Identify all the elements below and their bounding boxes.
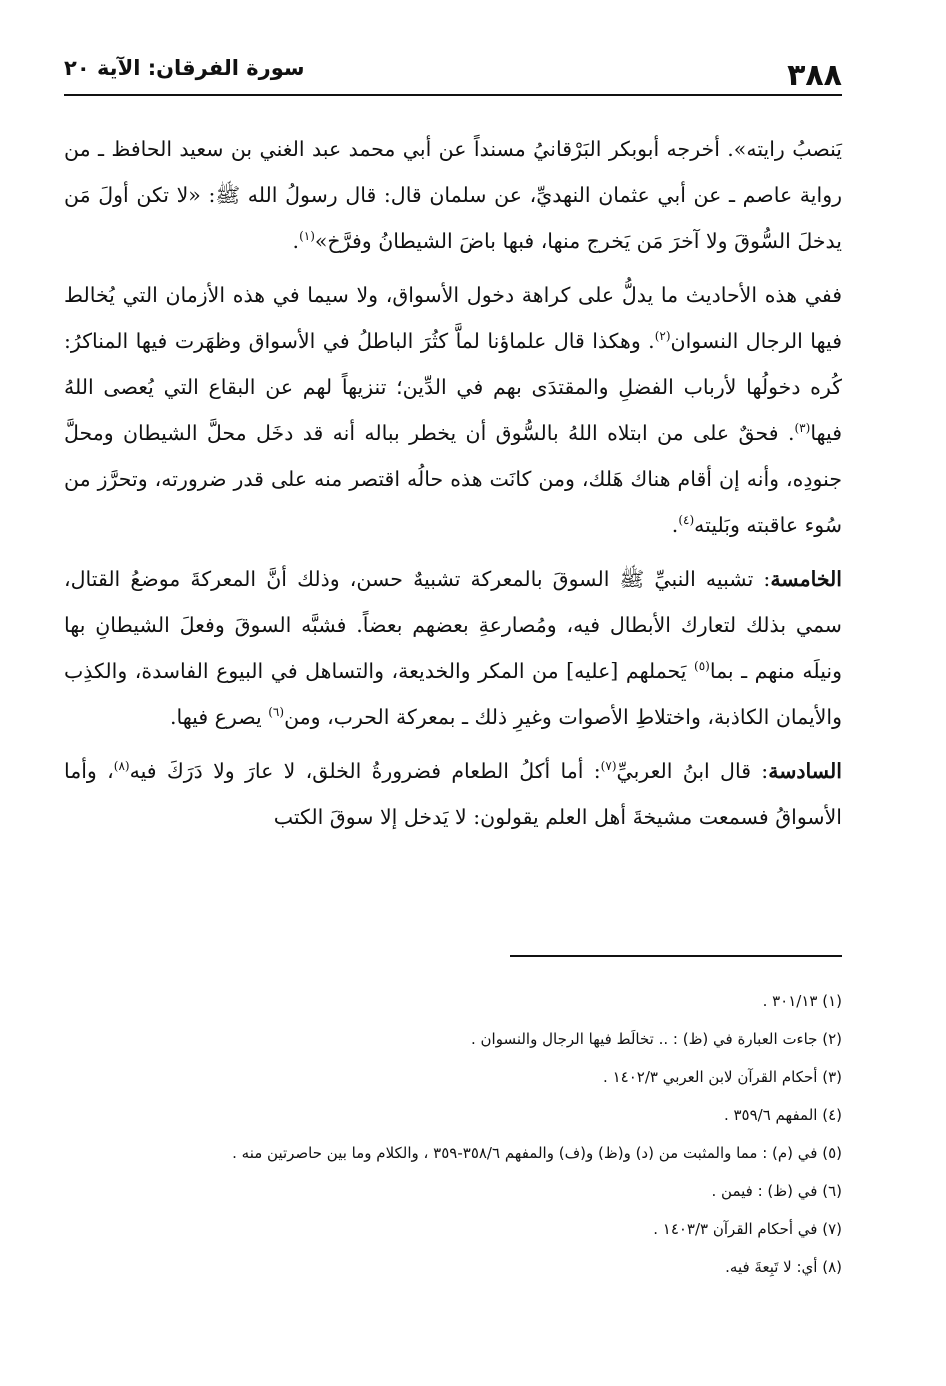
footnote: (١) ٣٠١/١٣ . [762, 992, 842, 1010]
text-run: . فحقٌ على من ابتلاه اللهُ بالسُّوق أن يخطر بباله أنه قد دخَل محلَّ الشيطان ومحلَّ جنودِه، وأنه إن أقام هناك هَلك، ومن كانَت هذه حالُه اقتصر منه على قدر ضرورته، وتحرَّز من سُوء عاقبته وبَليته [64, 421, 842, 537]
footnote: (٨) أي: لا تَبِعةَ فيه. [725, 1258, 842, 1276]
footnote-separator [510, 955, 842, 957]
text-run: : قال ابنُ العربيِّ [616, 759, 769, 783]
header-rule [64, 94, 842, 96]
text-run: : تشبيه النبيِّ ﷺ السوقَ بالمعركة تشبيهٌ حسن، وذلك أنَّ المعركةَ موضعُ القتال، سمي بذلك لتعارك الأبطال فيه، ومُصارعةِ بعضهم بعضاً. فشبَّه السوقَ وفعلَ الشيطانِ بها ونيلَه منهم ـ بما [64, 567, 842, 683]
text-run: : أما أكلُ الطعام فضرورةُ الخلق، لا عارَ ولا دَرَكَ فيه [129, 759, 601, 783]
footnote-ref: (٤) [678, 513, 695, 528]
text-run: . وهكذا قال علماؤنا لماَّ كثُرَ الباطلُ في الأسواق وظهَرت فيها المناكرُ: كُره دخولُها لأرباب الفضلِ والمقتدَى بهم في الدِّين؛ تنزيهاً لهم عن البقاع التي يُعصى اللهُ فيها [64, 329, 842, 445]
footnote-ref: (٣) [794, 421, 811, 436]
footnote: (٦) في (ظ) : فيمن . [711, 1182, 842, 1200]
footnote-ref: (٦) [268, 705, 285, 720]
running-title: سورة الفرقان: الآية ٢٠ [64, 56, 305, 80]
footnote: (٤) المفهم ٣٥٩/٦ . [723, 1106, 842, 1124]
paragraph [64, 126, 842, 264]
text-run: يَنصبُ رايته». أخرجه أبوبكر البَرْقانيُ مسنداً عن أبي محمد عبد الغني بن سعيد الحافظ ـ من رواية عاصم ـ عن أبي عثمان النهديِّ، عن سلمان قال: قال رسولُ الله ﷺ: «لا تكن أولَ مَن يدخلَ السُّوقَ ولا آخرَ مَن يَخرج منها، فبها باضَ الشيطانُ وفرَّخ» [64, 137, 842, 253]
text-run: ، وأما الأسواقُ فسمعت مشيخةَ أهل العلم يقولون: لا يَدخل إلا سوقَ الكتب [64, 759, 842, 829]
section-lead: السادسة [768, 759, 842, 783]
page-header [64, 48, 842, 92]
text-run: يصرع فيها. [169, 705, 269, 729]
text-run: يَحملهم [عليه] من المكر والخديعة، والتساهل في البيوع الفاسدة، والكذِب والأيمان الكاذبة، واختلاطِ الأصوات وغيرِ ذلك ـ بمعركة الحرب، ومن [64, 659, 842, 729]
footnote-ref: (٨) [113, 759, 130, 774]
footnote-ref: (٢) [654, 329, 671, 344]
footnote: (٢) جاءت العبارة في (ظ) : .. تخالَط فيها الرجال والنسوان . [470, 1030, 842, 1048]
text-run: . [292, 229, 300, 253]
text-run: . [671, 513, 679, 537]
paragraph [64, 556, 842, 740]
paragraph [64, 748, 842, 840]
footnote-ref: (١) [299, 229, 315, 244]
footnote: (٥) في (م) : مما والمثبت من (د) و(ظ) و(ف) والمفهم ٣٥٨/٦-٣٥٩ ، والكلام وما بين حاصرتين منه . [232, 1144, 842, 1162]
footnotes [64, 986, 842, 1290]
paragraph [64, 272, 842, 548]
footnote: (٣) أحكام القرآن لابن العربي ١٤٠٢/٣ . [603, 1068, 842, 1086]
page-number: ٣٨٨ [787, 58, 842, 93]
footnote-ref: (٥) [694, 659, 710, 674]
section-lead: الخامسة [770, 567, 842, 591]
main-text [64, 126, 842, 848]
footnote: (٧) في أحكام القرآن ١٤٠٣/٣ . [653, 1220, 842, 1238]
footnote-ref: (٧) [600, 759, 617, 774]
text-run: ففي هذه الأحاديث ما يدلُّ على كراهة دخول الأسواق، ولا سيما في هذه الأزمان التي يُخالط فيها الرجال النسوان [64, 283, 842, 353]
